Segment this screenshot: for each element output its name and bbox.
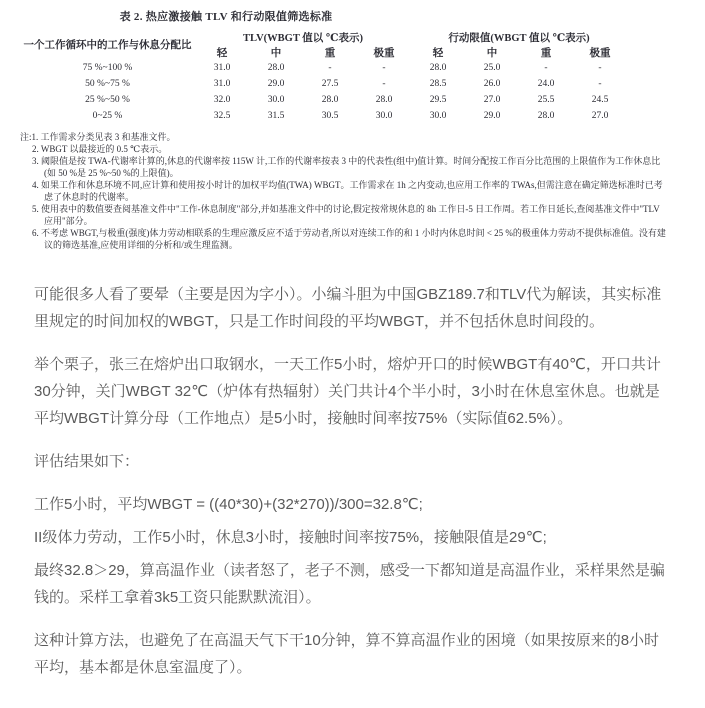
row-label: 75 %~100 %: [82, 63, 133, 73]
table-cell: 29.0: [267, 79, 285, 89]
table-cell: -: [328, 63, 332, 73]
scanned-standard-excerpt: [0, 0, 705, 251]
subheader-moderate-1: 中: [270, 48, 282, 59]
table-row: [20, 108, 627, 124]
paragraph-example: 举个栗子，张三在熔炉出口取钢水，一天工作5小时，熔炉开口的时候WBGT有40℃，开口共计30分钟，关门WBGT 32℃（炉体有热辐射）关门共计4个半小时，3小时在休息室休息。也就是平均WBGT计算分母（工作地点）是5小时，接触时间率按75%（实际值62.5%）。: [34, 356, 661, 427]
table-cell: 31.5: [267, 111, 285, 121]
table-cell: -: [382, 79, 386, 89]
table-cell: 24.5: [591, 95, 609, 105]
table-cell: -: [544, 63, 548, 73]
table-cell: 31.0: [213, 79, 231, 89]
work-rest-ratio-header: 一个工作循环中的工作与休息分配比: [23, 40, 192, 51]
table-cell: 32.5: [213, 111, 231, 121]
table-row: [20, 60, 627, 76]
tlv-group-header: TLV(WBGT 值以 ℃表示): [243, 32, 363, 44]
footnote-2: 2. WBGT 以最接近的 0.5 ℃表示。: [32, 144, 168, 154]
table-cell: 25.0: [483, 63, 501, 73]
table-cell: 28.0: [537, 111, 555, 121]
paragraph-intro: 可能很多人看了要晕（主要是因为字小）。小编斗胆为中国GBZ189.7和TLV代为解读，其实标准里规定的时间加权的WBGT，只是工作时间段的平均WBGT，并不包括休息时间段的。: [34, 286, 662, 330]
table-cell: 27.0: [591, 111, 609, 121]
table-cell: 28.0: [429, 63, 447, 73]
table-cell: 30.5: [321, 111, 339, 121]
row-label: 25 %~50 %: [85, 95, 130, 105]
table-row: [20, 76, 627, 92]
row-label: 50 %~75 %: [85, 79, 130, 89]
table-cell: 30.0: [429, 111, 447, 121]
subheader-veryheavy-2: 极重: [589, 48, 611, 59]
subheader-veryheavy-1: 极重: [373, 48, 395, 59]
subheader-light-2: 轻: [432, 48, 444, 59]
table-cell: -: [382, 63, 386, 73]
footnote-4: 4. 如果工作和休息环境不同,应计算和使用按小时计的加权平均值(TWA) WBGT。工作需求在 1h 之内变动,也应用工作率的 TWAs,但需注意在确定筛选标准时已考虑了休息时的代谢率。: [32, 180, 663, 202]
table-cell: 27.5: [321, 79, 339, 89]
article-body: [34, 281, 671, 681]
footnote-3: 3. 阈限值是按 TWA-代谢率计算的,休息的代谢率按 115W 计,工作的代谢率按表 3 中的代表性(组中)值计算。时间分配按工作百分比范围的上限值作为工作休息比(如 50 %是 25 %~50 %的上限值)。: [32, 156, 661, 178]
action-limit-group-header: 行动限值(WBGT 值以 ℃表示): [448, 32, 590, 44]
table-cell: 28.5: [429, 79, 447, 89]
footnote-5: 5. 使用表中的数值要查阅基准文件中"工作-休息制度"部分,并如基准文件中的讨论,假定按常规休息的 8h 工作日-5 日工作周。若工作日延长,查阅基准文件中"TLV 应用"部分。: [32, 204, 660, 226]
table-group-header-row: [20, 29, 627, 45]
table-cell: -: [598, 79, 602, 89]
row-label: 0~25 %: [92, 111, 123, 121]
table-cell: 28.0: [267, 63, 285, 73]
table-cell: 28.0: [375, 95, 393, 105]
table-cell: 31.0: [213, 63, 231, 73]
paragraph-labor-level: II级体力劳动，工作5小时，休息3小时，接触时间率按75%，接触限值是29℃;: [34, 529, 547, 546]
table-cell: 27.0: [483, 95, 501, 105]
table-cell: 25.5: [537, 95, 555, 105]
table-row: [20, 92, 627, 108]
paragraph-method-benefit: 这种计算方法，也避免了在高温天气下干10分钟，算不算高温作业的困境（如果按原来的8小时平均，基本都是休息室温度了）。: [34, 632, 660, 676]
table-cell: 32.0: [213, 95, 231, 105]
table-cell: 30.0: [375, 111, 393, 121]
table-cell: -: [598, 63, 602, 73]
table-cell: 29.0: [483, 111, 501, 121]
table-cell: 24.0: [537, 79, 555, 89]
paragraph-conclusion: 最终32.8＞29，算高温作业（读者怒了，老子不测，感受一下都知道是高温作业，采样果然是骗钱的。采样工拿着3k5工资只能默默流泪）。: [34, 562, 665, 606]
subheader-heavy-1: 重: [324, 48, 336, 59]
subheader-moderate-2: 中: [486, 48, 498, 59]
table-title: 表 2. 热应激接触 TLV 和行动限值筛选标准: [119, 11, 333, 23]
footnote-6: 6. 不考虑 WBGT,与极重(强度)体力劳动相联系的生理应激反应不适于劳动者,所以对连续工作的和 1 小时内休息时间 < 25 %的极重体力劳动不提供标准值。没有建议的筛选基准,应使用详细的分析和/或生理监测。: [32, 228, 666, 250]
footnote-1: 注:1. 工作需求分类见表 3 和基准文件。: [20, 132, 176, 142]
table-cell: 30.0: [267, 95, 285, 105]
table-footnotes: [20, 131, 668, 251]
paragraph-results-heading: 评估结果如下：: [34, 453, 140, 470]
paragraph-wbgt-calculation: 工作5小时，平均WBGT = ((40*30)+(32*270))/300=32.8℃;: [34, 496, 423, 513]
table-cell: 28.0: [321, 95, 339, 105]
table-cell: 29.5: [429, 95, 447, 105]
tlv-action-limit-table: [20, 29, 627, 124]
table-cell: 26.0: [483, 79, 501, 89]
subheader-light-1: 轻: [216, 48, 228, 59]
subheader-heavy-2: 重: [540, 48, 552, 59]
